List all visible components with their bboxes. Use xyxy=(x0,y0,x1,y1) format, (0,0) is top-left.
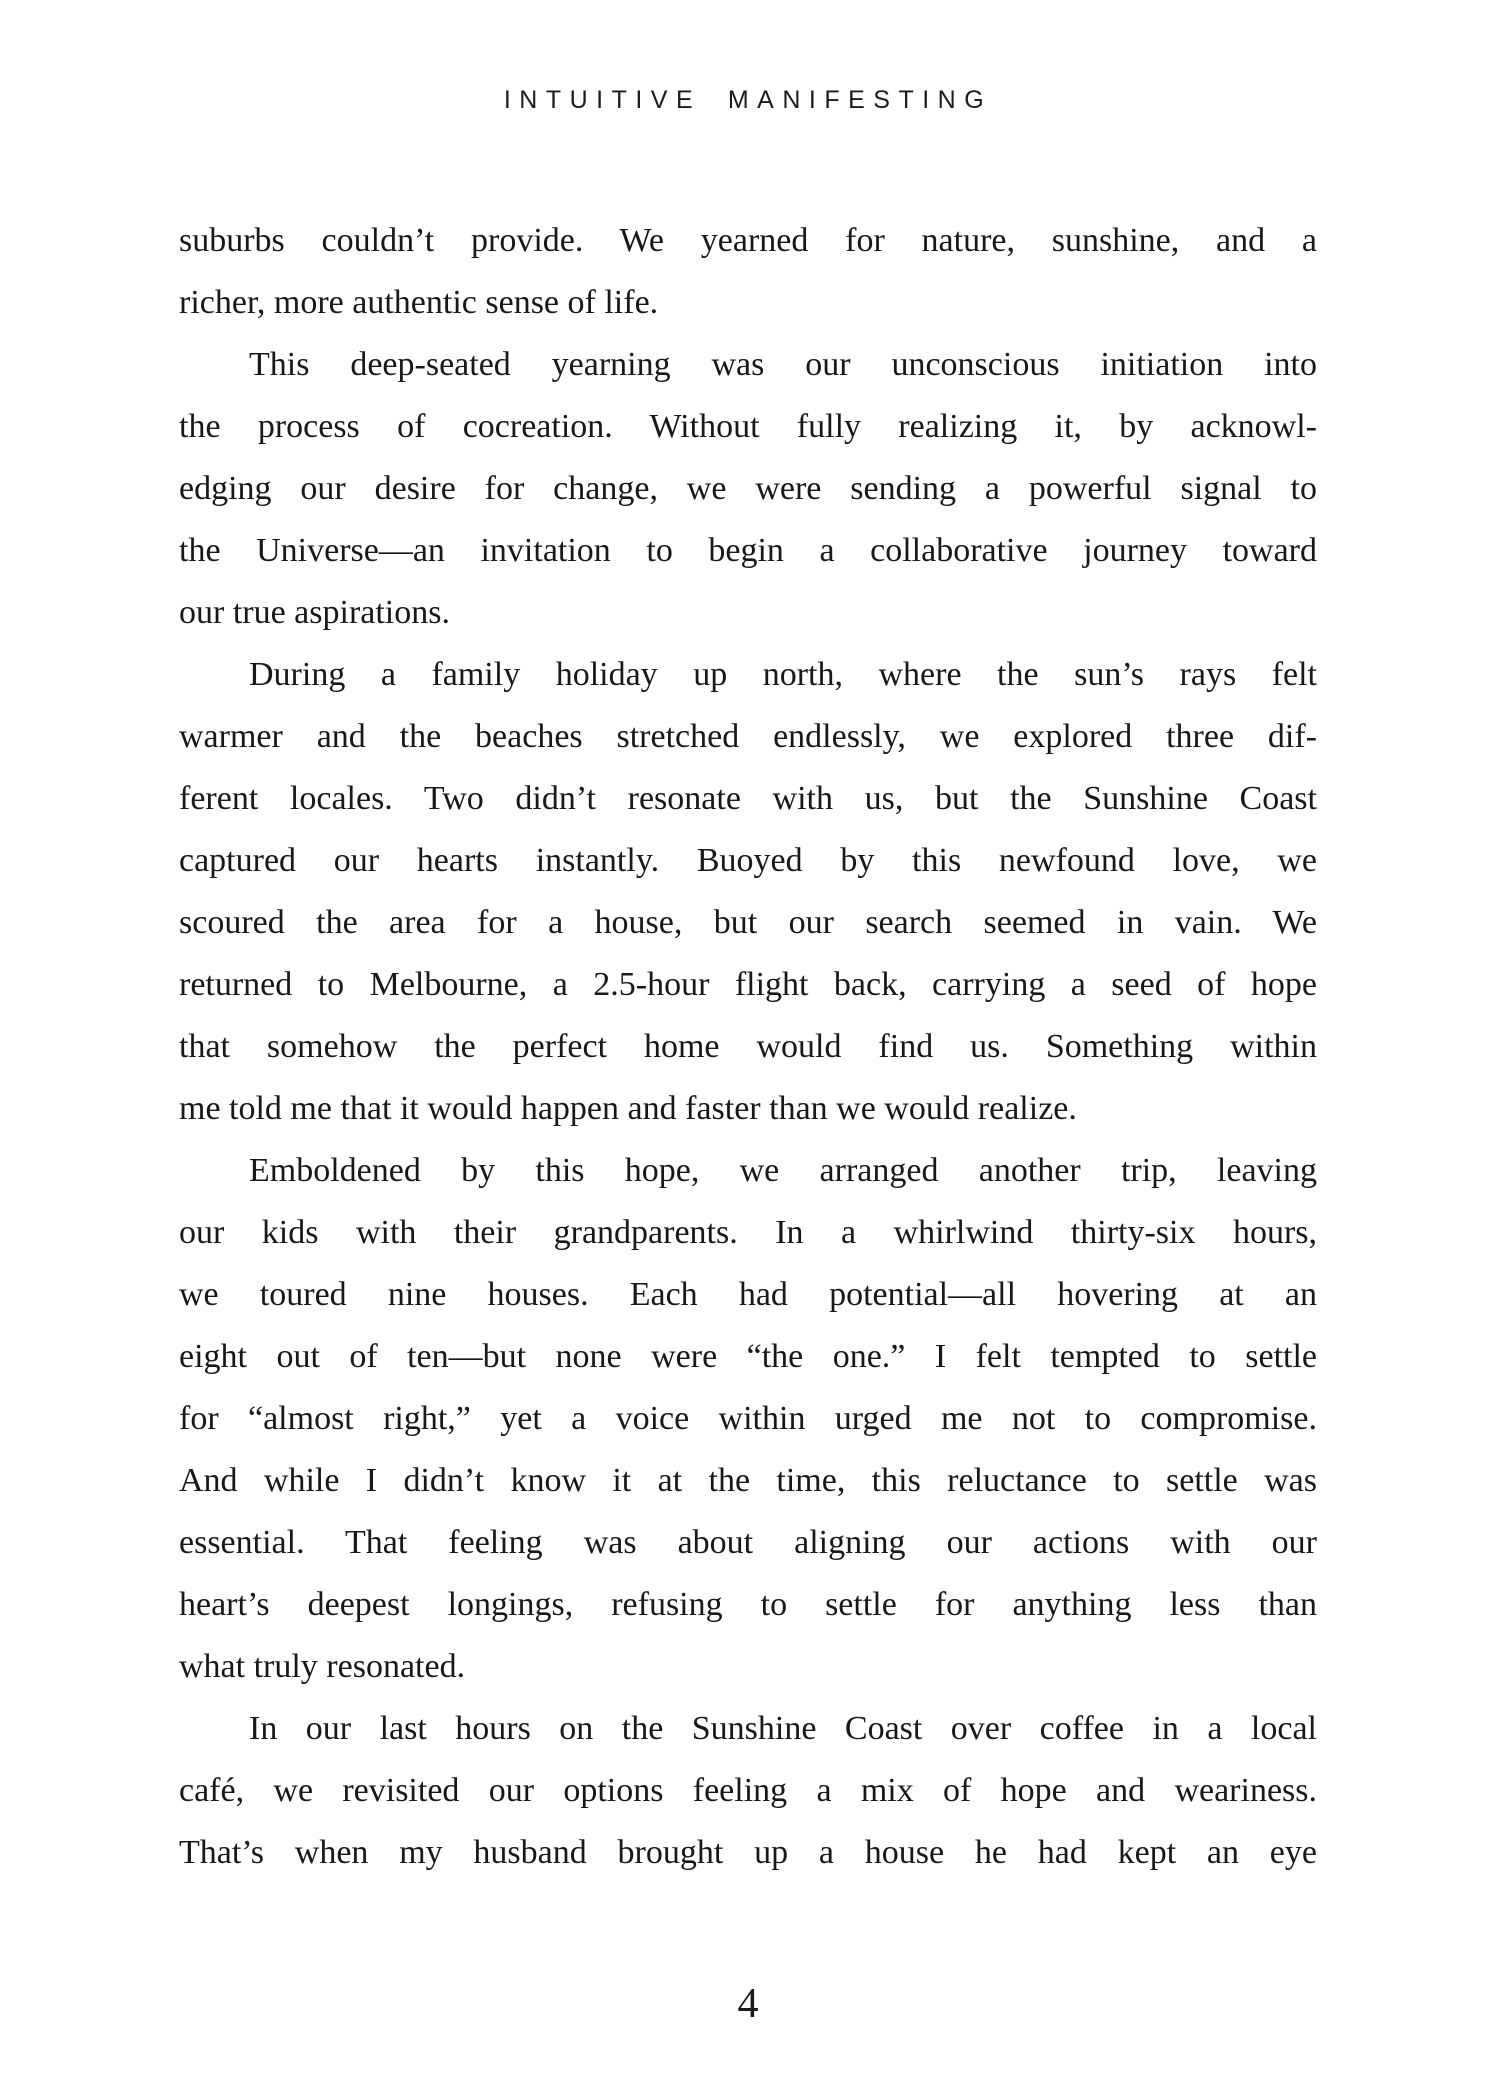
text-line: suburbs couldn’t provide. We yearned for nature, sunshine, and a xyxy=(179,222,1317,259)
text-line: During a family holiday up north, where the sun’s rays felt xyxy=(249,656,1317,693)
body-text xyxy=(179,210,1317,1884)
text-line: warmer and the beaches stretched endlessly, we explored three dif- xyxy=(179,718,1317,755)
text-line: we toured nine houses. Each had potential—all hovering at an xyxy=(179,1276,1317,1313)
text-line: In our last hours on the Sunshine Coast over coffee in a local xyxy=(249,1710,1317,1747)
text-line: me told me that it would happen and faster than we would realize. xyxy=(179,1090,1077,1127)
text-line: richer, more authentic sense of life. xyxy=(179,284,659,321)
text-line: Emboldened by this hope, we arranged another trip, leaving xyxy=(249,1152,1317,1189)
text-line: for “almost right,” yet a voice within urged me not to compromise. xyxy=(179,1400,1317,1437)
text-line: heart’s deepest longings, refusing to settle for anything less than xyxy=(179,1586,1317,1623)
text-line: the process of cocreation. Without fully realizing it, by acknowl- xyxy=(179,408,1317,445)
text-line: our kids with their grandparents. In a whirlwind thirty-six hours, xyxy=(179,1214,1317,1251)
page-number: 4 xyxy=(737,1981,759,2027)
text-line: ferent locales. Two didn’t resonate with us, but the Sunshine Coast xyxy=(179,780,1317,817)
text-line: eight out of ten—but none were “the one.” I felt tempted to settle xyxy=(179,1338,1317,1375)
text-line: And while I didn’t know it at the time, this reluctance to settle was xyxy=(179,1462,1317,1499)
text-line: This deep-seated yearning was our unconscious initiation into xyxy=(249,346,1317,383)
text-line: essential. That feeling was about aligning our actions with our xyxy=(179,1524,1317,1561)
text-line: the Universe—an invitation to begin a collaborative journey toward xyxy=(179,532,1317,569)
text-line: returned to Melbourne, a 2.5-hour flight back, carrying a seed of hope xyxy=(179,966,1317,1003)
text-line: what truly resonated. xyxy=(179,1648,466,1685)
text-line: that somehow the perfect home would find us. Something within xyxy=(179,1028,1317,1065)
text-line: our true aspirations. xyxy=(179,594,450,631)
text-line: scoured the area for a house, but our search seemed in vain. We xyxy=(179,904,1317,941)
text-line: café, we revisited our options feeling a mix of hope and weariness. xyxy=(179,1772,1317,1809)
running-head: INTUITIVE MANIFESTING xyxy=(503,86,993,114)
text-line: That’s when my husband brought up a house he had kept an eye xyxy=(179,1834,1317,1871)
text-line: edging our desire for change, we were sending a powerful signal to xyxy=(179,470,1317,507)
text-line: captured our hearts instantly. Buoyed by this newfound love, we xyxy=(179,842,1317,879)
